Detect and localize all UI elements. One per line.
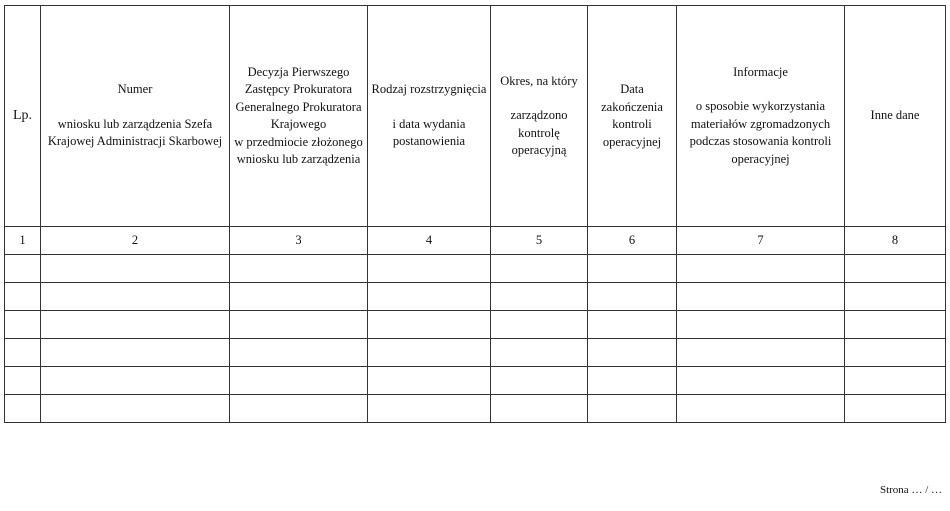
column-number: 6 (588, 227, 677, 255)
table-cell[interactable] (491, 367, 588, 395)
table-cell[interactable] (41, 255, 230, 283)
table-cell[interactable] (368, 395, 491, 423)
table-cell[interactable] (677, 395, 845, 423)
header-control-period-detail: zarządzono kontrolę operacyjną (510, 108, 568, 157)
header-material-usage (677, 6, 845, 227)
table-cell[interactable] (845, 255, 946, 283)
column-number: 8 (845, 227, 946, 255)
table-row (5, 339, 946, 367)
empty-rows (5, 255, 946, 423)
header-decision-detail: w przedmiocie złożonego wniosku lub zarządzenia (234, 134, 363, 166)
table-cell[interactable] (5, 311, 41, 339)
header-control-period-title: Okres, na który (500, 73, 578, 88)
column-number: 7 (677, 227, 845, 255)
table-cell[interactable] (230, 395, 368, 423)
table-cell[interactable] (5, 367, 41, 395)
table-cell[interactable] (491, 255, 588, 283)
page-number: Strona … / … (879, 484, 942, 496)
header-lp-label: Lp. (12, 108, 33, 124)
table-cell[interactable] (588, 367, 677, 395)
header-end-date (588, 6, 677, 227)
column-number: 1 (5, 227, 41, 255)
table-cell[interactable] (368, 367, 491, 395)
table-cell[interactable] (677, 367, 845, 395)
header-material-usage-title: Informacje (733, 64, 788, 79)
table-cell[interactable] (491, 395, 588, 423)
table-cell[interactable] (845, 367, 946, 395)
table-cell[interactable] (41, 367, 230, 395)
column-number: 4 (368, 227, 491, 255)
header-decision-title: Decyzja Pierwszego Zastępcy Prokuratora Generalnego Prokuratora Krajowego (235, 64, 362, 131)
table-cell[interactable] (368, 339, 491, 367)
table-cell[interactable] (368, 283, 491, 311)
table-cell[interactable] (677, 311, 845, 339)
table-cell[interactable] (588, 255, 677, 283)
header-resolution-type-title: Rodzaj rozstrzygnięcia (371, 82, 487, 97)
table-cell[interactable] (230, 283, 368, 311)
table-cell[interactable] (588, 339, 677, 367)
header-lp (5, 6, 41, 227)
table-cell[interactable] (41, 283, 230, 311)
header-request-number (41, 6, 230, 227)
column-number: 2 (41, 227, 230, 255)
header-request-number-detail: wniosku lub zarządzenia Szefa Krajowej Administracji Skarbowej (47, 116, 223, 149)
table-cell[interactable] (230, 367, 368, 395)
header-decision (230, 6, 368, 227)
register-table (4, 5, 946, 423)
table-cell[interactable] (230, 339, 368, 367)
table-cell[interactable] (41, 395, 230, 423)
table-row (5, 255, 946, 283)
table-row (5, 283, 946, 311)
table-cell[interactable] (41, 311, 230, 339)
table-cell[interactable] (677, 255, 845, 283)
table-cell[interactable] (845, 339, 946, 367)
table-cell[interactable] (677, 283, 845, 311)
table-cell[interactable] (845, 311, 946, 339)
column-number: 5 (491, 227, 588, 255)
table-cell[interactable] (588, 283, 677, 311)
table-cell[interactable] (845, 283, 946, 311)
column-number: 3 (230, 227, 368, 255)
table-cell[interactable] (491, 311, 588, 339)
table-cell[interactable] (368, 311, 491, 339)
table-cell[interactable] (230, 311, 368, 339)
table-cell[interactable] (5, 255, 41, 283)
header-other-data-title: Inne dane (870, 108, 920, 123)
table-cell[interactable] (368, 255, 491, 283)
column-number-row (5, 227, 946, 255)
header-request-number-title: Numer (117, 82, 153, 97)
table-row (5, 311, 946, 339)
header-control-period (491, 6, 588, 227)
header-other-data (845, 6, 946, 227)
header-row (5, 6, 946, 227)
header-resolution-type (368, 6, 491, 227)
table-cell[interactable] (588, 395, 677, 423)
table-cell[interactable] (5, 395, 41, 423)
table-cell[interactable] (677, 339, 845, 367)
header-material-usage-detail: o sposobie wykorzystania materiałów zgromadzonych podczas stosowania kontroli operacyjnej (689, 99, 832, 166)
table-cell[interactable] (588, 311, 677, 339)
table-cell[interactable] (5, 339, 41, 367)
header-end-date-title: Data zakończenia kontroli operacyjnej (601, 82, 663, 149)
table-cell[interactable] (230, 255, 368, 283)
table-cell[interactable] (41, 339, 230, 367)
table-row (5, 395, 946, 423)
table-row (5, 367, 946, 395)
table-cell[interactable] (491, 283, 588, 311)
header-resolution-type-detail: i data wydania postanowienia (392, 116, 466, 149)
table-cell[interactable] (5, 283, 41, 311)
table-cell[interactable] (491, 339, 588, 367)
table-cell[interactable] (845, 395, 946, 423)
